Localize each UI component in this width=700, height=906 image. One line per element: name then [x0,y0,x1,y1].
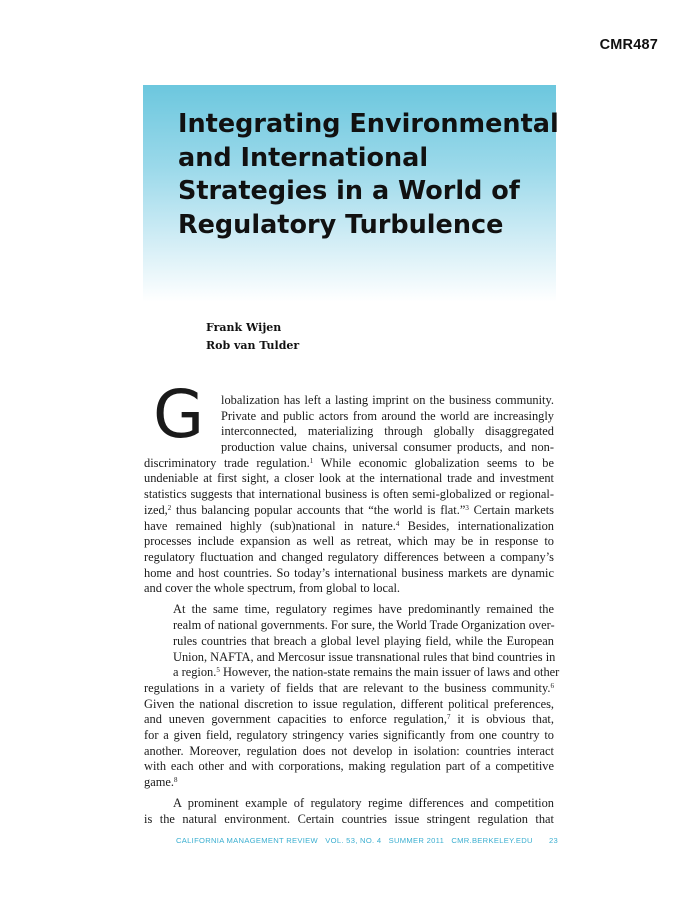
footnote-ref: 3 [465,503,469,512]
body-line: home and host countries. So today’s international business markets are dynamic [144,565,554,580]
footnote-ref: 7 [446,713,451,722]
body-line: Private and public actors from around the world are increasingly [221,408,554,423]
body-line: Union, NAFTA, and Mercosur issue transnational rules that bind countries in [173,649,556,664]
body-line: processes include expansion as well as retreat, which may be in response to [144,534,554,549]
body-line: for a given field, regulatory stringency varies significantly from one country to [144,727,554,742]
body-line: and uneven government capacities to enforce regulation,$^7$ it is obvious that, [144,712,554,727]
page-footer [176,836,558,845]
title-line: Integrating Environmental [178,109,559,139]
body-line: regulations in a variety of fields that are relevant to the business community.$^6$ [144,680,554,695]
author-name: Frank Wijen [206,321,282,334]
body-line: Given the national discretion to issue regulation, different political preferences, [144,696,554,711]
journal-site: CMR.BERKELEY.EDU [451,836,533,845]
footnote-ref: 5 [216,666,220,675]
journal-volume: VOL. 53, NO. 4 [325,836,382,845]
body-line: and cover the whole spectrum, from global to local. [144,581,400,596]
body-line: interconnected, materializing through globally disaggregated [221,424,554,439]
footnote-ref: 4 [395,519,400,528]
body-line: rules countries that breach a global level playing field, while the European [173,633,554,648]
footnote-ref: 8 [173,776,178,784]
title-line: and International [178,142,429,173]
body-line: lobalization has left a lasting imprint on the business community. [221,393,554,407]
body-line: A prominent example of regulatory regime differences and competition [173,796,554,811]
body-line: production value chains, universal consumer products, and non- [221,440,554,455]
author-name: Rob van Tulder [206,339,300,352]
body-line: another. Moreover, regulation does not develop in isolation: countries interact [144,743,554,758]
body-line: realm of national governments. For sure, the World Trade Organization over- [173,618,555,633]
body-line: have remained highly (sub)national in nature.$^4$ Besides, internationalization [144,518,554,533]
body-line: undeniable at first sight, a closer look at the international trade and investment [144,471,554,486]
footnote-ref: 2 [167,503,172,512]
journal-issue: SUMMER 2011 [388,836,445,845]
page-number: 23 [548,836,558,845]
body-line: At the same time, regulatory regimes have predominantly remained the [173,602,554,617]
body-line: a region.$^5$ However, the nation-state remains the main issuer of laws and other [173,665,560,680]
drop-cap: G [153,376,205,453]
body-line: regulatory fluctuation and changed regulatory differences between a company’s [144,549,554,564]
body-line: discriminatory trade regulation.$^1$ While economic globalization seems to be [144,455,554,470]
article-body [144,393,560,828]
article-code: CMR487 [599,37,658,53]
body-line: is the natural environment. Certain countries issue stringent regulation that [144,811,554,826]
footnote-ref: 1 [309,456,314,465]
body-line: game.$^8$ [144,775,178,789]
body-line: with each other and with corporations, making regulation part of a competitive [144,759,554,774]
footnote-ref: 6 [550,681,554,690]
journal-name: CALIFORNIA MANAGEMENT REVIEW [176,836,319,845]
body-line: statistics suggests that international business is often semi-globalized or regional- [144,487,554,502]
article-title [178,108,559,242]
title-line: Regulatory Turbulence [178,209,504,240]
author-list [206,319,299,355]
title-line: Strategies in a World of [178,176,520,206]
body-line: ized,$^2$ thus balancing popular accounts that “the world is flat.”$^3$ Certain markets [144,502,554,517]
